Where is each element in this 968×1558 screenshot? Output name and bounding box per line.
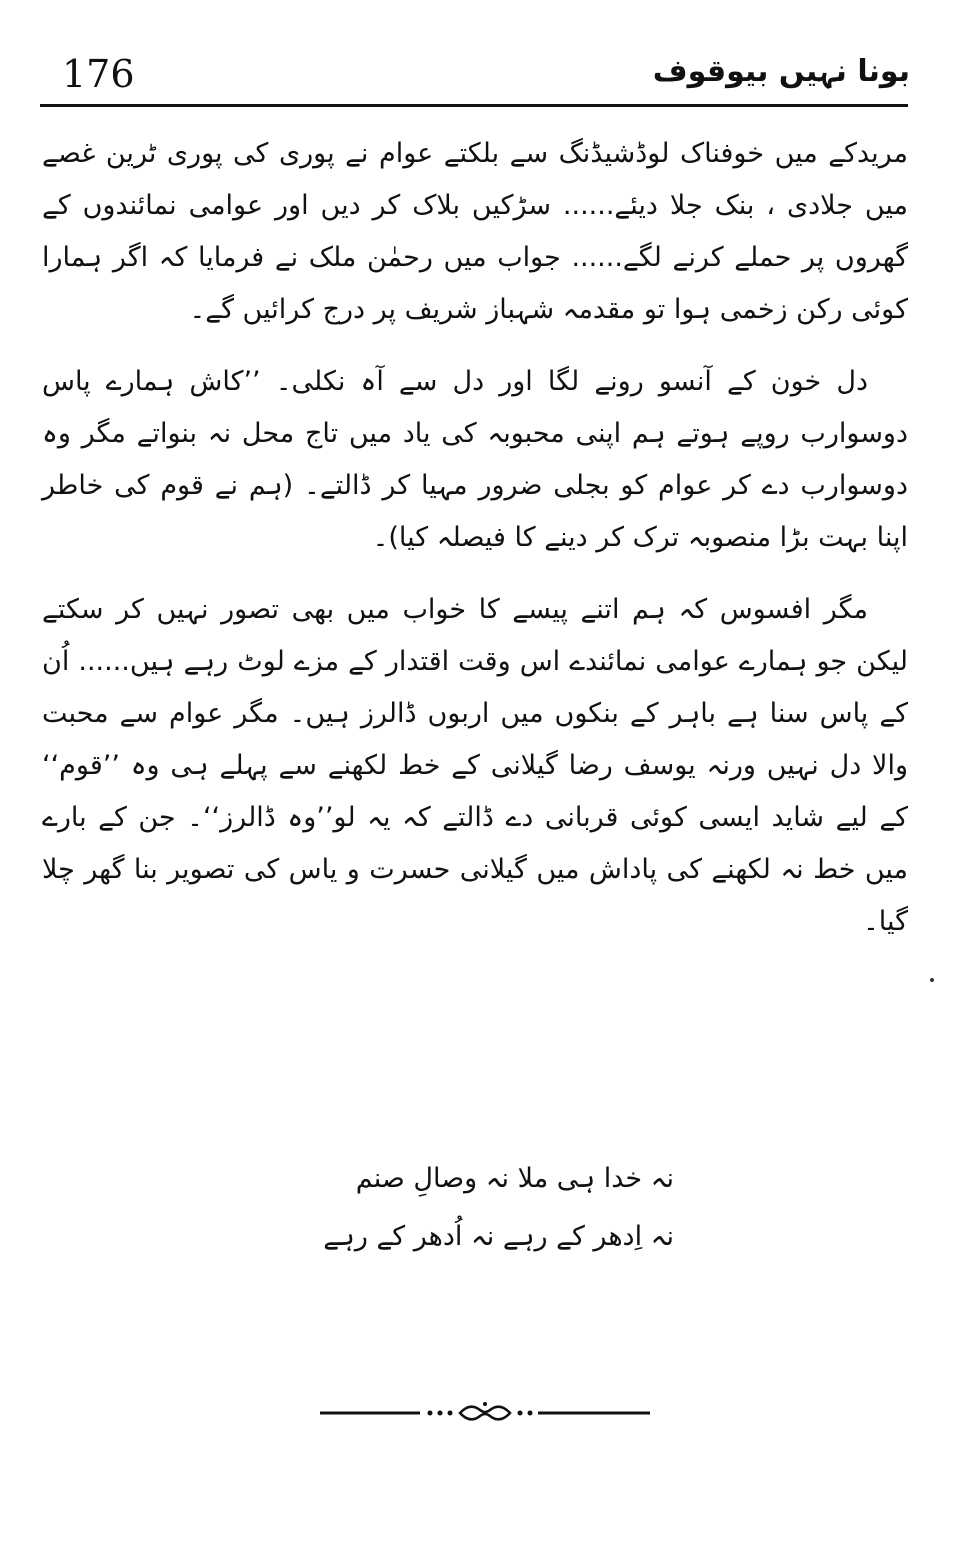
ornament-divider-icon [320, 1398, 650, 1428]
stray-mark [930, 978, 934, 982]
page-header [40, 44, 910, 104]
verse-line-1: نہ خدا ہی ملا نہ وصالِ صنم [355, 1163, 674, 1194]
paragraph-3: مگر افسوس کہ ہم اتنے پیسے کا خواب میں بھی تصور نہیں کر سکتے لیکن جو ہمارے عوامی نمائندے اس وقت اقتدار کے مزے لوٹ رہے ہیں...... اُن کے پاس سنا ہے باہر کے بنکوں میں اربوں ڈالرز ہیں۔ مگر عوام سے محبت والا دل نہیں ورنہ یوسف رضا گیلانی کے خط لکھنے سے پہلے ہی وہ ’’قوم‘‘ کے لیے شاید ایسی کوئی قربانی دے ڈالتے کہ یہ لو’’وہ ڈالرز‘‘۔ جن کے بارے میں خط نہ لکھنے کی پاداش میں گیلانی حسرت و یاس کی تصویر بنا گھر چلا گیا۔ [42, 594, 908, 937]
running-title: بونا نہیں بیوقوف [652, 54, 910, 89]
paragraph-2: دل خون کے آنسو رونے لگا اور دل سے آہ نکلی۔ ’’کاش ہمارے پاس دوسوارب روپے ہوتے ہم اپنی محبوبہ کی یاد میں تاج محل نہ بنواتے مگر وہ دوسوارب دے کر عوام کو بجلی ضرور مہیا کر ڈالتے۔ (ہم نے قوم کی خاطر اپنا بہت بڑا منصوبہ ترک کر دینے کا فیصلہ کیا)۔ [42, 366, 908, 553]
paragraph-1: مریدکے میں خوفناک لوڈشیڈنگ سے بلکتے عوام نے پوری کی پوری ٹرین غصے میں جلادی ، بنک جلا دیئے...... سڑکیں بلاک کر دیں اور عوامی نمائندوں کے گھروں پر حملے کرنے لگے...... جواب میں رحمٰن ملک نے فرمایا کہ اگر ہمارا کوئی رکن زخمی ہوا تو مقدمہ شہباز شریف پر درج کرائیں گے۔ [42, 138, 908, 325]
verse-line-2: نہ اِدھر کے رہے نہ اُدھر کے رہے [323, 1221, 674, 1252]
verse-couplet [0, 1150, 968, 1266]
page-number: 176 [62, 52, 135, 96]
header-rule [40, 104, 908, 107]
body-text [42, 128, 908, 968]
